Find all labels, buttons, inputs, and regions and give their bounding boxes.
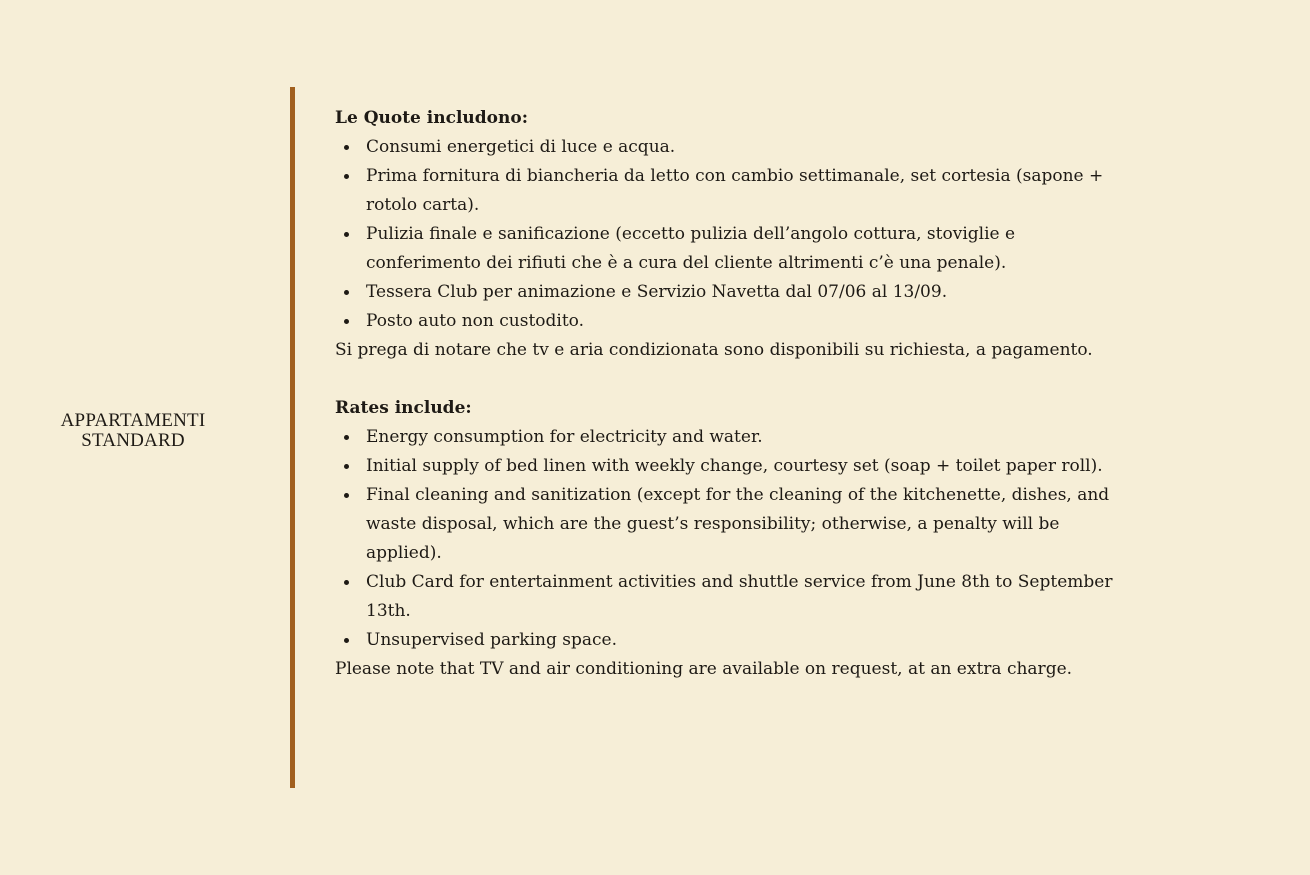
italian-heading: Le Quote includono:	[335, 108, 528, 128]
apartment-type-label	[20, 411, 246, 451]
italian-list	[335, 133, 1135, 336]
english-heading: Rates include:	[335, 398, 472, 418]
list-item: Final cleaning and sanitization (except for the cleaning of the kitchenette, dishes, and waste disposal, which are the guest’s responsibility; otherwise, a penalty will be applied).	[335, 481, 1135, 568]
rates-content	[335, 104, 1135, 684]
list-item: Tessera Club per animazione e Servizio Navetta dal 07/06 al 13/09.	[335, 278, 1135, 307]
apartment-type-line-1: APPARTAMENTI	[60, 410, 206, 431]
section-spacer	[335, 365, 1135, 394]
list-item: Unsupervised parking space.	[335, 626, 1135, 655]
list-item: Prima fornitura di biancheria da letto con cambio settimanale, set cortesia (sapone + rotolo carta).	[335, 162, 1135, 220]
vertical-divider	[290, 87, 295, 788]
apartment-type-line-2: STANDARD	[81, 430, 185, 451]
english-section	[335, 394, 1135, 684]
english-list	[335, 423, 1135, 655]
list-item: Consumi energetici di luce e acqua.	[335, 133, 1135, 162]
list-item: Energy consumption for electricity and water.	[335, 423, 1135, 452]
list-item: Pulizia finale e sanificazione (eccetto pulizia dell’angolo cottura, stoviglie e conferimento dei rifiuti che è a cura del cliente altrimenti c’è una penale).	[335, 220, 1135, 278]
italian-section	[335, 104, 1135, 365]
list-item: Initial supply of bed linen with weekly change, courtesy set (soap + toilet paper roll).	[335, 452, 1135, 481]
list-item: Posto auto non custodito.	[335, 307, 1135, 336]
italian-note: Si prega di notare che tv e aria condizionata sono disponibili su richiesta, a pagamento.	[335, 340, 1093, 360]
list-item: Club Card for entertainment activities and shuttle service from June 8th to September 13th.	[335, 568, 1135, 626]
english-note: Please note that TV and air conditioning are available on request, at an extra charge.	[335, 659, 1073, 679]
